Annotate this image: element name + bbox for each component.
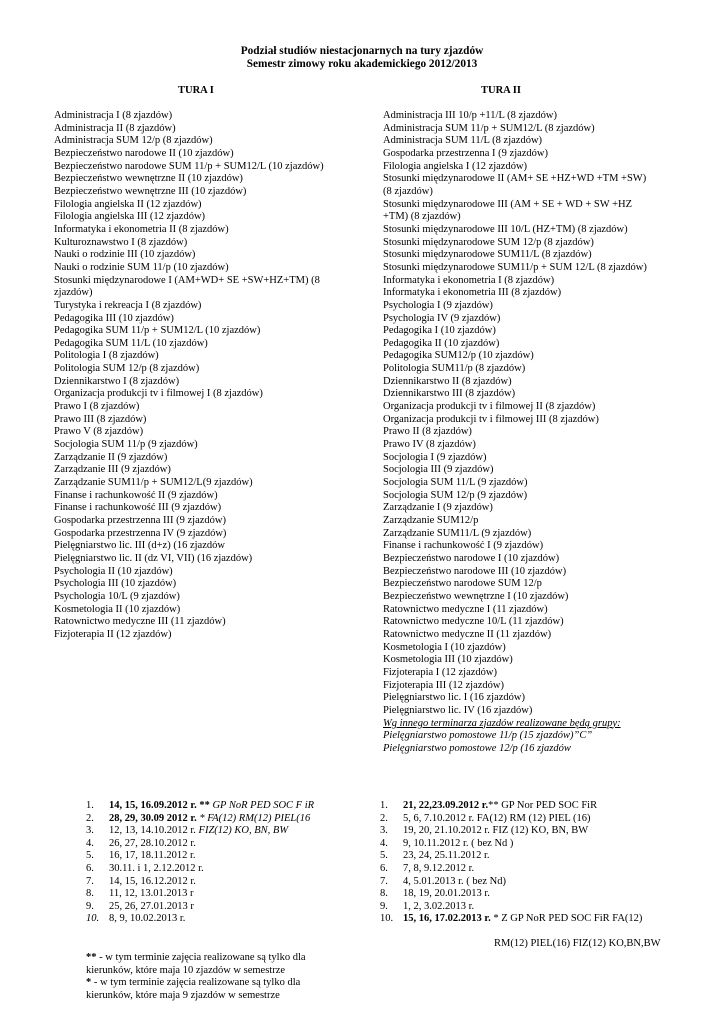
tura2-item: Ratownictwo medyczne II (11 zjazdów)	[383, 628, 552, 640]
tura1-item: Nauki o rodzinie SUM 11/p (10 zjazdów)	[54, 261, 229, 273]
schedule-number: 9.	[380, 900, 388, 912]
footnote-mark: *	[86, 977, 92, 989]
tura2-item: Administracja SUM 11/p + SUM12/L (8 zjazdów)	[383, 122, 595, 134]
schedule-row	[380, 863, 642, 876]
tura2-item: Pielęgniarstwo lic. IV (16 zjazdów)	[383, 704, 533, 716]
schedule-date: 11, 12, 13.01.2013 r	[109, 888, 194, 900]
tura1-item: Administracja I (8 zjazdów)	[54, 110, 173, 121]
schedule-row	[380, 850, 642, 863]
tura2-item: Pielęgniarstwo lic. I (16 zjazdów)	[383, 692, 525, 704]
tura1-item: zjazdów)	[54, 287, 93, 299]
schedule-number: 7.	[380, 875, 388, 887]
tura2-item: Pedagogika I (10 zjazdów)	[383, 325, 496, 337]
schedule-number: 10.	[380, 913, 394, 925]
schedule-number: 5.	[380, 850, 388, 862]
schedule-number: 8.	[380, 888, 388, 900]
schedule-row	[86, 913, 314, 926]
tura1-heading: TURA I	[178, 85, 214, 96]
tura1-item: Pedagogika III (10 zjazdów)	[54, 312, 174, 324]
schedule-date: 9, 10.11.2012 r. ( bez Nd )	[403, 837, 514, 849]
tura1-item: Pedagogika SUM 11/p + SUM12/L (10 zjazdów)	[54, 325, 261, 337]
tura2-item: Kosmetologia III (10 zjazdów)	[383, 654, 513, 666]
tura1-item: Bezpieczeństwo narodowe II (10 zjazdów)	[54, 147, 234, 159]
schedule-number: 7.	[86, 875, 94, 887]
tura2-item: Socjologia SUM 12/p (9 zjazdów)	[383, 489, 528, 501]
schedule-row	[86, 901, 314, 914]
tura2-item: Stosunki międzynarodowe SUM 12/p (8 zjazdów)	[383, 236, 594, 248]
tura2-item: Dziennikarstwo II (8 zjazdów)	[383, 375, 512, 387]
tura1-item: Fizjoterapia II (12 zjazdów)	[54, 628, 172, 640]
tura2-item: Ratownictwo medyczne I (11 zjazdów)	[383, 603, 548, 615]
tura2-note-heading: Wg innego terminarza zjazdów realizowane będą grupy:	[383, 717, 621, 729]
tura2-item: Gospodarka przestrzenna I (9 zjazdów)	[383, 147, 549, 159]
tura2-item: Organizacja produkcji tv i filmowej II (8 zjazdów)	[383, 401, 596, 413]
footnote-line	[86, 977, 336, 990]
tura1-list	[54, 110, 374, 642]
schedule-date: 28, 29, 30.09 2012 r.	[109, 812, 197, 824]
schedule-date: 25, 26, 27.01.2013 r	[109, 900, 194, 912]
document-subtitle: Semestr zimowy roku akademickiego 2012/2013	[246, 58, 478, 70]
schedule-date: 26, 27, 28.10.2012 r.	[109, 837, 196, 849]
schedule-date: 12, 13, 14.10.2012 r.	[109, 825, 196, 837]
tura1-item: Ratownictwo medyczne III (11 zjazdów)	[54, 616, 226, 628]
tura2-item: Administracja SUM 11/L (8 zjazdów)	[383, 135, 543, 147]
tura1-item: Psychologia III (10 zjazdów)	[54, 578, 177, 590]
schedule-date: 14, 15, 16.09.2012 r. **	[109, 800, 210, 811]
schedule-number: 2.	[380, 812, 388, 824]
schedule-row	[86, 888, 314, 901]
tura1-item: Pielęgniarstwo lic. II (dz VI, VII) (16 zjazdów)	[54, 552, 253, 564]
tura2-note-item: Pielęgniarstwo pomostowe 11/p (15 zjazdów)”C”	[383, 730, 593, 742]
schedule-row	[380, 825, 642, 838]
tura1-item: Politologia I (8 zjazdów)	[54, 350, 159, 362]
tura2-item: Prawo II (8 zjazdów)	[383, 426, 472, 438]
schedule-row	[380, 913, 642, 926]
tura2-item: Zarządzanie SUM11/L (9 zjazdów)	[383, 527, 532, 539]
tura1-item: Gospodarka przestrzenna III (9 zjazdów)	[54, 515, 226, 526]
tura1-item: Filologia angielska III (12 zjazdów)	[54, 211, 206, 223]
tura1-item: Stosunki międzynarodowe I (AM+WD+ SE +SW+HZ+TM) (8	[54, 274, 320, 286]
schedule-date: 14, 15, 16.12.2012 r.	[109, 875, 196, 887]
tura2-item: Prawo IV (8 zjazdów)	[383, 439, 476, 451]
footnotes	[86, 952, 336, 1002]
schedule-row	[380, 813, 642, 826]
tura2-item: Filologia angielska I (12 zjazdów)	[383, 160, 528, 172]
tura2-item: Socjologia SUM 11/L (9 zjazdów)	[383, 477, 528, 489]
tura2-schedule-continuation: RM(12) PIEL(16) FIZ(12) KO,BN,BW	[494, 938, 661, 949]
tura2-note-item: Pielęgniarstwo pomostowe 12/p (16 zjazdów	[383, 742, 571, 754]
tura2-item: Bezpieczeństwo wewnętrzne I (10 zjazdów)	[383, 590, 569, 602]
schedule-number: 9.	[86, 900, 94, 912]
tura2-item: Zarządzanie SUM12/p	[383, 515, 479, 526]
schedule-row	[86, 876, 314, 889]
schedule-date: 5, 6, 7.10.2012 r.	[403, 812, 475, 824]
schedule-number: 5.	[86, 850, 94, 862]
tura2-item: Psychologia IV (9 zjazdów)	[383, 312, 501, 324]
tura1-item: Organizacja produkcji tv i filmowej I (8 zjazdów)	[54, 388, 263, 400]
tura1-item: Prawo V (8 zjazdów)	[54, 426, 144, 438]
tura1-item: Bezpieczeństwo wewnętrzne II (10 zjazdów)	[54, 173, 243, 185]
schedule-number: 10.	[86, 913, 100, 925]
tura1-item: Socjologia SUM 11/p (9 zjazdów)	[54, 439, 198, 451]
schedule-number: 8.	[86, 888, 94, 900]
schedule-number: 6.	[86, 862, 94, 874]
tura2-item: Fizjoterapia I (12 zjazdów)	[383, 666, 497, 678]
document-title: Podział studiów niestacjonarnych na tury zjazdów	[240, 45, 484, 57]
tura1-item: Filologia angielska II (12 zjazdów)	[54, 198, 202, 210]
tura2-schedule	[380, 800, 642, 926]
tura2-item: Ratownictwo medyczne 10/L (11 zjazdów)	[383, 616, 564, 628]
schedule-row	[86, 825, 314, 838]
tura2-item: Stosunki międzynarodowe SUM11/p + SUM 12/L (8 zjazdów)	[383, 261, 647, 273]
footnote-mark: **	[86, 952, 97, 963]
tura1-item: Gospodarka przestrzenna IV (9 zjazdów)	[54, 527, 227, 539]
schedule-date: 23, 24, 25.11.2012 r.	[403, 850, 490, 862]
tura2-item: Stosunki międzynarodowe III (AM + SE + WD + SW +HZ	[383, 198, 633, 210]
schedule-groups: GP NoR PED SOC F iR	[209, 800, 315, 811]
tura2-item: Bezpieczeństwo narodowe III (10 zjazdów)	[383, 565, 567, 577]
schedule-date: 15, 16, 17.02.2013 r.	[403, 913, 491, 925]
tura1-item: Administracja II (8 zjazdów)	[54, 122, 176, 134]
tura1-item: Finanse i rachunkowość II (9 zjazdów)	[54, 489, 218, 501]
tura2-item: Bezpieczeństwo narodowe SUM 12/p	[383, 578, 542, 590]
schedule-number: 3.	[86, 825, 94, 837]
schedule-date: 1, 2, 3.02.2013 r.	[403, 900, 475, 912]
tura2-item: Stosunki międzynarodowe III 10/L (HZ+TM) (8 zjazdów)	[383, 223, 628, 235]
schedule-number: 2.	[86, 812, 94, 824]
tura1-item: Finanse i rachunkowość III (9 zjazdów)	[54, 502, 222, 514]
tura1-item: Bezpieczeństwo narodowe SUM 11/p + SUM12/L (10 zjazdów)	[54, 160, 324, 172]
footnote-text: kierunków, które maja 9 zjazdów w semestrze	[86, 989, 280, 1001]
schedule-date: 21, 22,23.09.2012 r.	[403, 800, 489, 811]
tura1-item: Pedagogika SUM 11/L (10 zjazdów)	[54, 337, 208, 349]
footnote-line	[86, 965, 336, 978]
tura1-item: Administracja SUM 12/p (8 zjazdów)	[54, 135, 213, 147]
schedule-date: 7, 8, 9.12.2012 r.	[403, 862, 475, 874]
tura1-item: Zarządzanie II (9 zjazdów)	[54, 451, 168, 463]
tura1-item: Psychologia 10/L (9 zjazdów)	[54, 590, 180, 602]
tura2-item: Stosunki międzynarodowe SUM11/L (8 zjazdów)	[383, 249, 592, 261]
tura2-list	[383, 110, 703, 755]
tura2-item: Kosmetologia I (10 zjazdów)	[383, 641, 506, 653]
schedule-date: 16, 17, 18.11.2012 r.	[109, 850, 196, 862]
footnote-text: - w tym terminie zajęcia realizowane są tylko dla	[96, 952, 306, 963]
tura1-item: Kosmetologia II (10 zjazdów)	[54, 603, 181, 615]
schedule-groups: FA(12) RM (12) PIEL (16)	[474, 812, 591, 824]
tura2-item: Politologia SUM11/p (8 zjazdów)	[383, 363, 526, 375]
tura1-item: Dziennikarstwo I (8 zjazdów)	[54, 375, 180, 387]
tura2-item: Informatyka i ekonometria III (8 zjazdów)	[383, 287, 562, 299]
tura2-item: Bezpieczeństwo narodowe I (10 zjazdów)	[383, 552, 560, 564]
schedule-number: 6.	[380, 862, 388, 874]
tura2-item: Socjologia III (9 zjazdów)	[383, 464, 494, 476]
schedule-row	[86, 838, 314, 851]
schedule-groups: * FA(12) RM(12) PIEL(16	[196, 812, 311, 824]
schedule-row	[380, 838, 642, 851]
schedule-date: 8, 9, 10.02.2013 r.	[109, 913, 186, 925]
schedule-number: 3.	[380, 825, 388, 837]
tura2-item: Stosunki międzynarodowe II (AM+ SE +HZ+WD +TM +SW)	[383, 173, 647, 185]
tura1-item: Bezpieczeństwo wewnętrzne III (10 zjazdów)	[54, 185, 247, 197]
tura1-item: Turystyka i rekreacja I (8 zjazdów)	[54, 299, 202, 311]
tura1-item: Prawo III (8 zjazdów)	[54, 413, 147, 425]
tura1-schedule	[86, 800, 314, 926]
schedule-groups: ** GP Nor PED SOC FiR	[488, 800, 598, 811]
schedule-number: 4.	[380, 837, 388, 849]
footnote-text: kierunków, które maja 10 zjazdów w semestrze	[86, 964, 286, 976]
tura2-item: (8 zjazdów)	[383, 185, 433, 197]
tura1-item: Psychologia II (10 zjazdów)	[54, 565, 173, 577]
schedule-row	[86, 863, 314, 876]
schedule-groups: FIZ (12) KO, BN, BW	[489, 825, 589, 837]
schedule-date: 4, 5.01.2013 r. ( bez Nd)	[403, 875, 506, 887]
tura2-item: Fizjoterapia III (12 zjazdów)	[383, 679, 504, 691]
tura2-item: Zarządzanie I (9 zjazdów)	[383, 502, 493, 514]
schedule-number: 1.	[380, 800, 388, 811]
schedule-row	[86, 850, 314, 863]
tura1-item: Nauki o rodzinie III (10 zjazdów)	[54, 249, 196, 261]
tura2-item: Pedagogika SUM12/p (10 zjazdów)	[383, 350, 534, 362]
tura1-item: Informatyka i ekonometria II (8 zjazdów)	[54, 223, 229, 235]
schedule-row	[86, 813, 314, 826]
schedule-date: 18, 19, 20.01.2013 r.	[403, 888, 490, 900]
schedule-date: 19, 20, 21.10.2012 r.	[403, 825, 490, 837]
tura2-heading: TURA II	[481, 85, 521, 96]
schedule-groups: FIZ(12) KO, BN, BW	[195, 825, 289, 837]
tura2-item: Socjologia I (9 zjazdów)	[383, 451, 487, 463]
schedule-row	[380, 888, 642, 901]
schedule-number: 4.	[86, 837, 94, 849]
tura2-item: Finanse i rachunkowość I (9 zjazdów)	[383, 540, 544, 552]
tura1-item: Kulturoznawstwo I (8 zjazdów)	[54, 236, 188, 248]
tura1-item: Politologia SUM 12/p (8 zjazdów)	[54, 363, 200, 375]
tura2-item: Administracja III 10/p +11/L (8 zjazdów)	[383, 110, 557, 121]
tura2-item: Organizacja produkcji tv i filmowej III (8 zjazdów)	[383, 413, 599, 425]
footnote-line	[86, 990, 336, 1003]
tura1-item: Prawo I (8 zjazdów)	[54, 401, 140, 413]
schedule-date: 30.11. i 1, 2.12.2012 r.	[109, 862, 204, 874]
schedule-row	[380, 901, 642, 914]
tura2-item: Pedagogika II (10 zjazdów)	[383, 337, 500, 349]
tura2-item: Dziennikarstwo III (8 zjazdów)	[383, 388, 516, 400]
tura2-item: Psychologia I (9 zjazdów)	[383, 299, 493, 311]
schedule-row	[380, 876, 642, 889]
schedule-groups: * Z GP NoR PED SOC FiR FA(12)	[490, 913, 643, 925]
schedule-number: 1.	[86, 800, 94, 811]
tura1-item: Pielęgniarstwo lic. III (d+z) (16 zjazdów	[54, 540, 225, 552]
footnote-text: - w tym terminie zajęcia realizowane są tylko dla	[91, 977, 301, 989]
tura1-item: Zarządzanie III (9 zjazdów)	[54, 464, 171, 476]
tura2-item: Informatyka i ekonometria I (8 zjazdów)	[383, 274, 555, 286]
schedule-row	[86, 800, 314, 813]
tura1-item: Zarządzanie SUM11/p + SUM12/L(9 zjazdów)	[54, 477, 253, 489]
footnote-line	[86, 952, 336, 965]
schedule-row	[380, 800, 642, 813]
tura2-item: +TM) (8 zjazdów)	[383, 211, 461, 223]
